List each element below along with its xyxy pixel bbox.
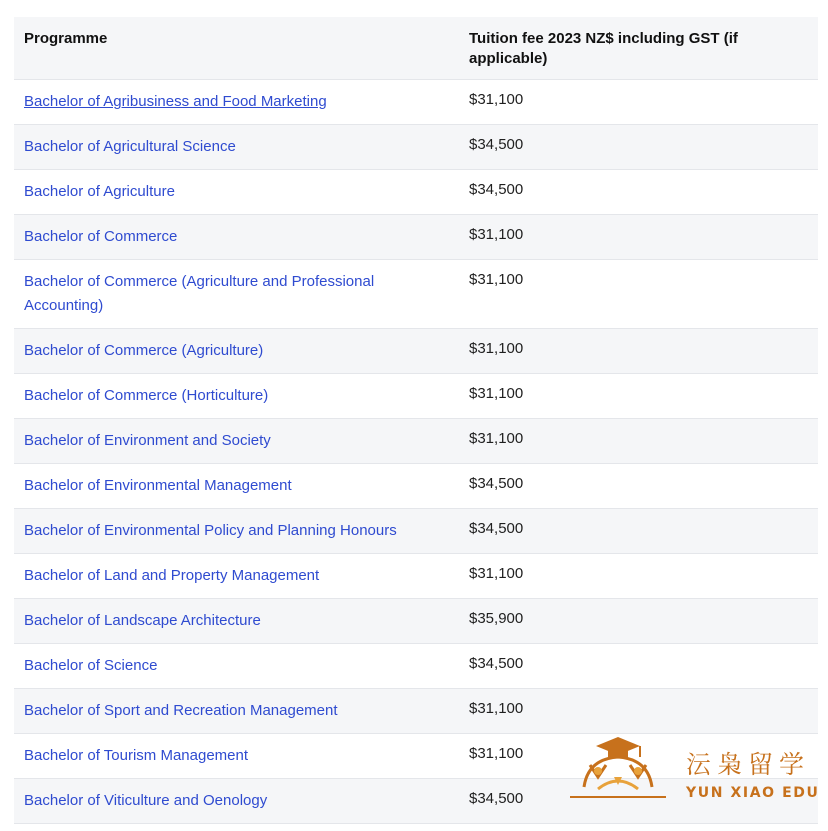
fee-cell (459, 779, 818, 824)
watermark-english-text: YUN XIAO EDU (686, 785, 820, 801)
table-row (14, 374, 818, 419)
tuition-fee-value: $34,500 (469, 655, 524, 672)
programme-cell (14, 509, 459, 554)
tuition-fee-value: $31,100 (469, 385, 524, 402)
programme-link[interactable]: Bachelor of Science (24, 657, 158, 674)
fee-cell (459, 80, 818, 125)
table-row (14, 464, 818, 509)
table-row (14, 329, 818, 374)
fee-cell (459, 329, 818, 374)
programme-link[interactable]: Bachelor of Agriculture (24, 183, 175, 200)
programme-link[interactable]: Bachelor of Environment and Society (24, 432, 271, 449)
table-row (14, 689, 818, 734)
fee-cell (459, 170, 818, 215)
programme-cell (14, 689, 459, 734)
fee-cell (459, 125, 818, 170)
tuition-fee-value: $31,100 (469, 430, 524, 447)
tuition-fee-table (14, 17, 818, 824)
tuition-fee-value: $31,100 (469, 745, 524, 762)
fee-cell (459, 260, 818, 329)
tuition-fee-value: $31,100 (469, 91, 524, 108)
tuition-fee-value: $34,500 (469, 136, 524, 153)
tuition-fee-value: $34,500 (469, 520, 524, 537)
table-header (14, 17, 818, 80)
programme-cell (14, 554, 459, 599)
programme-cell (14, 419, 459, 464)
table-row (14, 554, 818, 599)
tuition-fee-value: $31,100 (469, 700, 524, 717)
programme-cell (14, 329, 459, 374)
programme-link[interactable]: Bachelor of Agribusiness and Food Marketing (24, 93, 327, 110)
table-row (14, 170, 818, 215)
header-row (14, 17, 818, 80)
table-row (14, 509, 818, 554)
fee-cell (459, 509, 818, 554)
programme-cell (14, 80, 459, 125)
fee-cell (459, 644, 818, 689)
tuition-fee-value: $31,100 (469, 226, 524, 243)
fee-cell (459, 734, 818, 779)
tuition-fee-value: $35,900 (469, 610, 524, 627)
tuition-fee-value: $34,500 (469, 181, 524, 198)
programme-link[interactable]: Bachelor of Environmental Management (24, 477, 292, 494)
table-row (14, 779, 818, 824)
programme-link[interactable]: Bachelor of Land and Property Management (24, 567, 320, 584)
table-row (14, 734, 818, 779)
programme-link[interactable]: Bachelor of Environmental Policy and Planning Honours (24, 522, 397, 539)
programme-link[interactable]: Bachelor of Landscape Architecture (24, 612, 261, 629)
fee-cell (459, 689, 818, 734)
fee-cell (459, 464, 818, 509)
tuition-fee-value: $34,500 (469, 790, 524, 807)
programme-link[interactable]: Bachelor of Commerce (24, 228, 178, 245)
programme-link[interactable]: Bachelor of Agricultural Science (24, 138, 236, 155)
fee-cell (459, 215, 818, 260)
table-row (14, 644, 818, 689)
programme-cell (14, 734, 459, 779)
fee-cell (459, 374, 818, 419)
programme-link[interactable]: Bachelor of Sport and Recreation Management (24, 702, 338, 719)
tuition-fee-value: $31,100 (469, 271, 524, 288)
fee-cell (459, 419, 818, 464)
header-tuition-fee: Tuition fee 2023 NZ$ including GST (if applicable) (469, 30, 738, 67)
programme-cell (14, 260, 459, 329)
table-row (14, 215, 818, 260)
table-row (14, 599, 818, 644)
fee-cell (459, 599, 818, 644)
programme-cell (14, 644, 459, 689)
tuition-fee-value: $34,500 (469, 475, 524, 492)
programme-link[interactable]: Bachelor of Commerce (Agriculture) (24, 342, 264, 359)
programme-cell (14, 599, 459, 644)
programme-link[interactable]: Bachelor of Commerce (Horticulture) (24, 387, 269, 404)
watermark-chinese-text: 沄枭留学 (686, 750, 811, 779)
table-row (14, 80, 818, 125)
programme-cell (14, 464, 459, 509)
programme-link[interactable]: Bachelor of Viticulture and Oenology (24, 792, 268, 809)
programme-link[interactable]: Bachelor of Commerce (Agriculture and Professional Accounting) (24, 273, 375, 314)
table-row (14, 419, 818, 464)
programme-cell (14, 125, 459, 170)
tuition-fee-value: $31,100 (469, 565, 524, 582)
programme-cell (14, 374, 459, 419)
table-row (14, 125, 818, 170)
programme-cell (14, 215, 459, 260)
table-row (14, 260, 818, 329)
programme-cell (14, 779, 459, 824)
table-body (14, 80, 818, 824)
header-programme: Programme (24, 30, 108, 47)
fee-cell (459, 554, 818, 599)
programme-cell (14, 170, 459, 215)
tuition-fee-value: $31,100 (469, 340, 524, 357)
programme-link[interactable]: Bachelor of Tourism Management (24, 747, 249, 764)
